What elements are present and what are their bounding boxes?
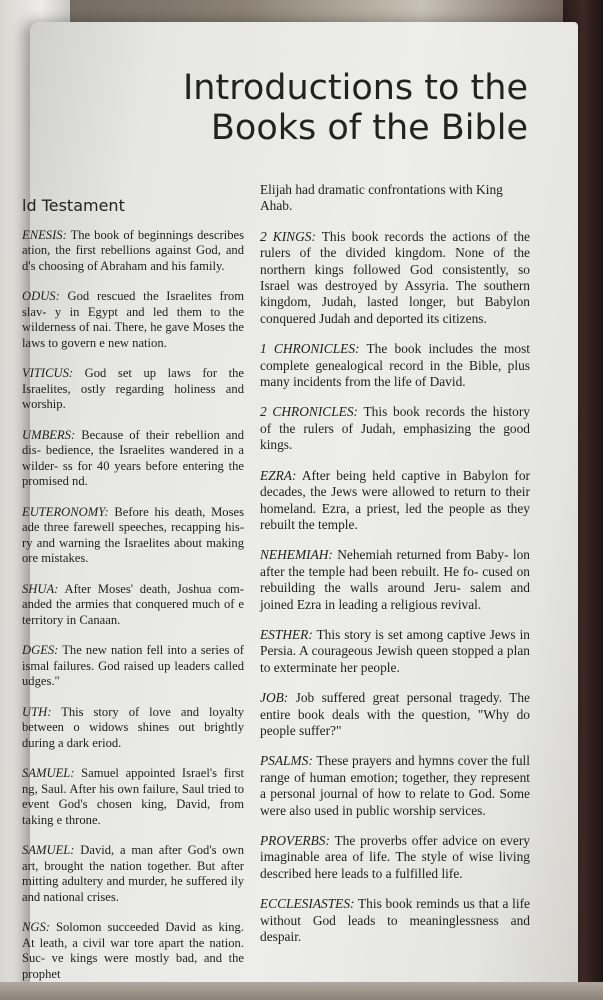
section-heading: ld Testament <box>22 196 125 215</box>
book-description: Before his death, Moses ade three farewell speeches, recapping his- ry and warning the Israelites about making ore mistakes. <box>22 504 244 565</box>
book-entry <box>260 753 530 819</box>
book-description: This book records the actions of the rulers of the divided kingdom. None of the northern kings followed God consistently, so Israel was destroyed by Assyria. The southern kingdom, Judah, lasted longer, but Babylon conquered Judah and deported its citizens. <box>260 228 530 326</box>
book-name: UTH: <box>22 704 52 719</box>
title-line-1: Introductions to the <box>182 68 528 108</box>
book-name: EUTERONOMY: <box>22 504 109 519</box>
book-description: Because of their rebellion and dis- bedience, the Israelites wandered in a wilder- ss for 40 years before entering the promised nd. <box>22 427 244 488</box>
book-name: NEHEMIAH: <box>260 547 333 563</box>
continued-text: Elijah had dramatic confrontations with King Ahab. <box>260 182 503 214</box>
book-description: This book records the history of the rulers of Judah, emphasizing the good kings. <box>260 404 530 453</box>
left-column <box>22 198 244 997</box>
book-entry <box>260 896 530 945</box>
book-entry <box>22 582 244 629</box>
book-entry <box>260 404 530 453</box>
book-entry <box>22 843 244 905</box>
book-description: The new nation fell into a series of ismal failures. God raised up leaders called udges." <box>22 643 244 688</box>
book-entry <box>22 705 244 752</box>
book-description: Samuel appointed Israel's first ng, Saul. After his own failure, Saul tried to event God's chosen king, David, from taking e throne. <box>22 766 244 827</box>
book-name: EZRA: <box>260 467 297 483</box>
page-title <box>168 68 528 148</box>
book-description: These prayers and hymns cover the full range of human emotion; together, they represent a personal journal of how to relate to God. Some were also used in public worship services. <box>260 753 530 818</box>
book-name: ESTHER: <box>260 626 313 642</box>
book-name: PSALMS: <box>260 753 313 769</box>
book-name: UMBERS: <box>22 427 76 442</box>
book-name: ODUS: <box>22 289 60 303</box>
book-entry <box>22 920 244 982</box>
book-entry <box>22 643 244 690</box>
book-description: Nehemiah returned from Baby- lon after the temple had been rebuilt. He fo- cused on rebuilding the walls around Jeru- salem and joined Ezra in leading a religious revival. <box>260 547 530 612</box>
book-description: God set up laws for the Israelites, ostly regarding holiness and worship. <box>22 366 244 411</box>
book-name: 1 CHRONICLES: <box>260 341 360 357</box>
book-name: NGS: <box>22 920 50 934</box>
book-entry <box>22 505 244 567</box>
book-entry <box>260 833 530 882</box>
book-entry <box>22 766 244 828</box>
book-description: This story is set among captive Jews in Persia. A courageous Jewish queen stopped a plan to exterminate her people. <box>260 626 530 675</box>
book-name: SAMUEL: <box>22 843 75 857</box>
book-name: JOB: <box>260 690 289 706</box>
book-name: PROVERBS: <box>260 833 330 848</box>
book-description: Solomon succeeded David as king. At leath, a civil war tore apart the nation. Suc- ve kings were mostly bad, and the prophet <box>22 920 244 981</box>
book-description: This book reminds us that a life without God leads to meaninglessness and despair. <box>260 896 530 945</box>
table-surface <box>0 982 603 1000</box>
book-description: The proverbs offer advice on every imaginable area of life. The style of wise living described here leads to a fulfilled life. <box>260 833 530 881</box>
book-entry <box>22 428 244 490</box>
book-name: 2 KINGS: <box>260 228 316 244</box>
book-entry <box>260 690 530 739</box>
book-entry <box>260 468 530 534</box>
book-description: The book includes the most complete genealogical record in the Bible, plus many incidents from the life of David. <box>260 341 530 390</box>
book-name: SAMUEL: <box>22 766 75 780</box>
book-description: The book of beginnings describes ation, the first rebellions against God, and d's choosing of Abraham and his family. <box>22 227 244 273</box>
book-name: 2 CHRONICLES: <box>260 404 358 420</box>
book-description: David, a man after God's own art, brought the nation together. But after mitting adultery and murder, he suffered ily and national crises. <box>22 843 244 904</box>
right-column <box>260 182 530 959</box>
book-name: DGES: <box>22 643 59 657</box>
title-line-2: Books of the Bible <box>210 108 528 148</box>
book-name: SHUA: <box>22 581 59 596</box>
book-description: After being held captive in Babylon for decades, the Jews were allowed to return to their homeland. Ezra, a priest, led the people as they rebuilt the temple. <box>260 467 530 532</box>
book-entry <box>260 627 530 676</box>
book-name: VITICUS: <box>22 366 74 380</box>
book-entry <box>260 229 530 327</box>
book-description: God rescued the Israelites from slav- y in Egypt and led them to the wilderness of nai. There, he gave Moses the laws to govern e new nation. <box>22 289 244 350</box>
book-description: Job suffered great personal tragedy. The entire book deals with the question, "Why do people suffer?" <box>260 690 530 738</box>
book-page <box>22 22 578 997</box>
book-entry <box>260 547 530 613</box>
book-description: This story of love and loyalty between o widows shines out brightly during a dark eriod. <box>22 704 244 750</box>
book-name: ECCLESIASTES: <box>260 896 355 912</box>
book-entry <box>260 341 530 390</box>
book-description: After Moses' death, Joshua com- anded the armies that conquered much of e territory in Canaan. <box>22 581 244 627</box>
book-name: ENESIS: <box>22 227 67 242</box>
book-entry <box>22 366 244 413</box>
book-entry <box>22 289 244 351</box>
book-entry <box>22 228 244 275</box>
